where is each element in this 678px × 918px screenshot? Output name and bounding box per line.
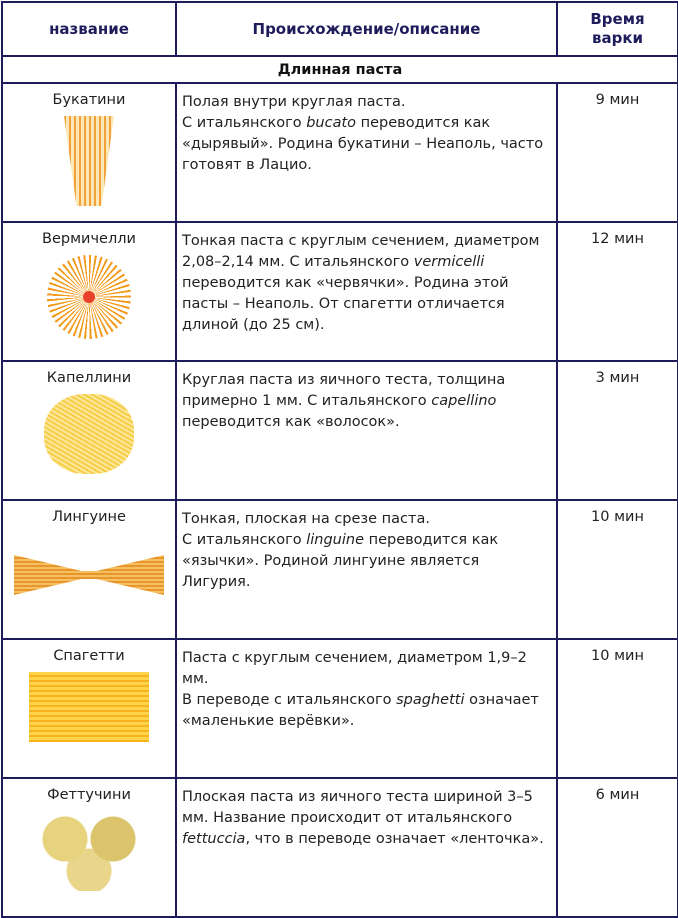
header-name: название <box>2 2 176 56</box>
pasta-description <box>176 83 557 222</box>
cook-time: 3 мин <box>557 361 678 500</box>
cook-time: 10 мин <box>557 639 678 778</box>
cook-time: 10 мин <box>557 500 678 639</box>
desc-text: Круглая паста из яичного теста, толщина примерно 1 мм. С итальянского <box>182 372 506 409</box>
linguine-image <box>14 555 164 595</box>
desc-text: , что в переводе означает «ленточка». <box>245 831 544 847</box>
desc-italic: capellino <box>431 393 497 409</box>
desc-text: Плоская паста из яичного теста шириной 3–5 мм. Название происходит от итальянского <box>182 789 533 826</box>
desc-text: С итальянского <box>182 115 307 131</box>
pasta-name: Букатини <box>52 92 126 108</box>
table-row <box>2 500 678 639</box>
pasta-name: Феттучини <box>47 787 131 803</box>
pasta-description <box>176 500 557 639</box>
desc-text: Тонкая, плоская на срезе паста. <box>182 511 430 527</box>
bucatini-image <box>64 116 114 206</box>
pasta-description <box>176 222 557 361</box>
desc-text: переводится как «дырявый». Родина букатини – Неаполь, часто готовят в Лацио. <box>182 115 544 173</box>
pasta-name: Лингуине <box>52 509 126 525</box>
header-time-line2: варки <box>591 29 644 47</box>
desc-italic: bucato <box>306 115 357 131</box>
desc-italic: fettuccia <box>182 831 246 847</box>
desc-text: Паста с круглым сечением, диаметром 1,9–2 мм. <box>182 650 527 687</box>
desc-italic: vermicelli <box>413 254 485 270</box>
vermicelli-image <box>47 255 131 339</box>
table-row <box>2 361 678 500</box>
desc-text: переводится как «волосок». <box>182 414 400 430</box>
header-description: Происхождение/описание <box>176 2 557 56</box>
pasta-description <box>176 639 557 778</box>
desc-italic: spaghetti <box>396 692 465 708</box>
spaghetti-image <box>29 672 149 742</box>
table-row <box>2 222 678 361</box>
section-row <box>2 56 678 83</box>
header-time-line1: Время <box>590 10 645 28</box>
desc-text: означает «маленькие верёвки». <box>182 692 539 729</box>
pasta-description <box>176 778 557 917</box>
table-row <box>2 778 678 917</box>
desc-text: С итальянского <box>182 532 307 548</box>
desc-text: переводится как «язычки». Родиной лингуине является Лигурия. <box>182 532 499 590</box>
header-row <box>2 2 678 56</box>
desc-italic: linguine <box>306 532 364 548</box>
cook-time: 9 мин <box>557 83 678 222</box>
table-row <box>2 639 678 778</box>
pasta-table <box>1 1 678 918</box>
pasta-name: Вермичелли <box>42 231 136 247</box>
header-time <box>557 2 678 56</box>
section-title: Длинная паста <box>2 56 678 83</box>
pasta-name: Спагетти <box>53 648 125 664</box>
table-row <box>2 83 678 222</box>
desc-text: переводится как «червячки». Родина этой пасты – Неаполь. От спагетти отличается длиной (до 25 см). <box>182 275 509 333</box>
fettuccine-image <box>29 811 149 891</box>
pasta-name: Капеллини <box>46 370 132 386</box>
capellini-image <box>44 394 134 474</box>
cook-time: 12 мин <box>557 222 678 361</box>
desc-text: В переводе с итальянского <box>182 692 397 708</box>
pasta-description <box>176 361 557 500</box>
desc-text: Тонкая паста с круглым сечением, диаметром 2,08–2,14 мм. С итальянского <box>182 233 540 270</box>
desc-text: Полая внутри круглая паста. <box>182 94 406 110</box>
cook-time: 6 мин <box>557 778 678 917</box>
